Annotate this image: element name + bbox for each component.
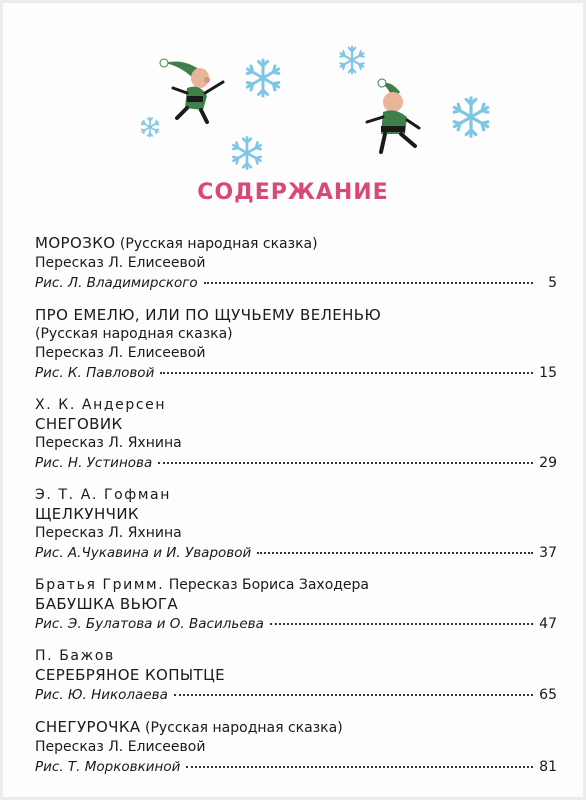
retelling: Пересказ Л. Елисеевой (35, 255, 206, 271)
story-title: БАБУШКА ВЬЮГА (35, 595, 179, 613)
dot-leader (204, 281, 533, 284)
header-illustration (0, 0, 586, 175)
snowflake-icon (454, 98, 488, 136)
page-number: 65 (539, 687, 557, 703)
illustrator: Рис. Ю. Николаева (35, 687, 168, 703)
table-of-contents (35, 234, 557, 790)
gnome-illustration (160, 59, 223, 122)
page-number: 15 (539, 365, 557, 381)
retelling: Пересказ Л. Елисеевой (35, 739, 206, 755)
page-number: 5 (548, 275, 557, 291)
dot-leader (160, 371, 533, 374)
story-title: СНЕГУРОЧКА (35, 718, 141, 736)
illustrator: Рис. Н. Устинова (35, 455, 153, 471)
toc-entry (35, 396, 557, 473)
toc-entry (35, 234, 557, 293)
story-title: ЩЕЛКУНЧИК (35, 505, 139, 523)
story-title: ПРО ЕМЕЛЮ, ИЛИ ПО ЩУЧЬЕМУ ВЕЛЕНЬЮ (35, 306, 382, 324)
illustrator: Рис. Э. Булатова и О. Васильева (35, 616, 264, 632)
illustrator: Рис. Л. Владимирского (35, 275, 198, 291)
gnome-illustration (367, 79, 419, 152)
dot-leader (158, 461, 533, 464)
snowflake-icon (233, 137, 260, 168)
dot-leader (174, 693, 533, 696)
toc-entry (35, 306, 557, 383)
illustrator: Рис. Т. Морковкиной (35, 759, 181, 775)
retelling: Пересказ Л. Елисеевой (35, 345, 206, 361)
page-number: 37 (539, 545, 557, 561)
author: Э. Т. А. Гофман (35, 487, 171, 503)
dot-leader (257, 551, 533, 554)
story-note: (Русская народная сказка) (115, 236, 318, 252)
retelling: Пересказ Л. Яхнина (35, 525, 182, 541)
story-note: (Русская народная сказка) (35, 326, 233, 342)
story-note: (Русская народная сказка) (140, 720, 343, 736)
story-title: МОРОЗКО (35, 234, 116, 252)
dot-leader (270, 622, 533, 625)
page-number: 47 (539, 616, 557, 632)
illustrator: Рис. К. Павловой (35, 365, 155, 381)
toc-entry (35, 718, 557, 777)
retelling: Пересказ Л. Яхнина (35, 435, 182, 451)
toc-entry (35, 486, 557, 563)
retelling: Пересказ Бориса Заходера (164, 577, 370, 593)
page-title: СОДЕРЖАНИЕ (197, 180, 389, 205)
snowflake-icon (142, 117, 159, 136)
illustrator: Рис. А.Чукавина и И. Уваровой (35, 545, 252, 561)
dot-leader (186, 765, 533, 768)
page-number: 81 (539, 759, 557, 775)
story-title: СЕРЕБРЯНОЕ КОПЫТЦЕ (35, 666, 226, 684)
snowflake-icon (247, 60, 279, 96)
author: П. Бажов (35, 648, 115, 664)
toc-entry (35, 576, 557, 634)
snowflake-icon (340, 47, 363, 73)
page-number: 29 (539, 455, 557, 471)
story-title: СНЕГОВИК (35, 415, 123, 433)
author: Х. К. Андерсен (35, 397, 167, 413)
author: Братья Гримм. (35, 577, 165, 593)
toc-entry (35, 647, 557, 705)
